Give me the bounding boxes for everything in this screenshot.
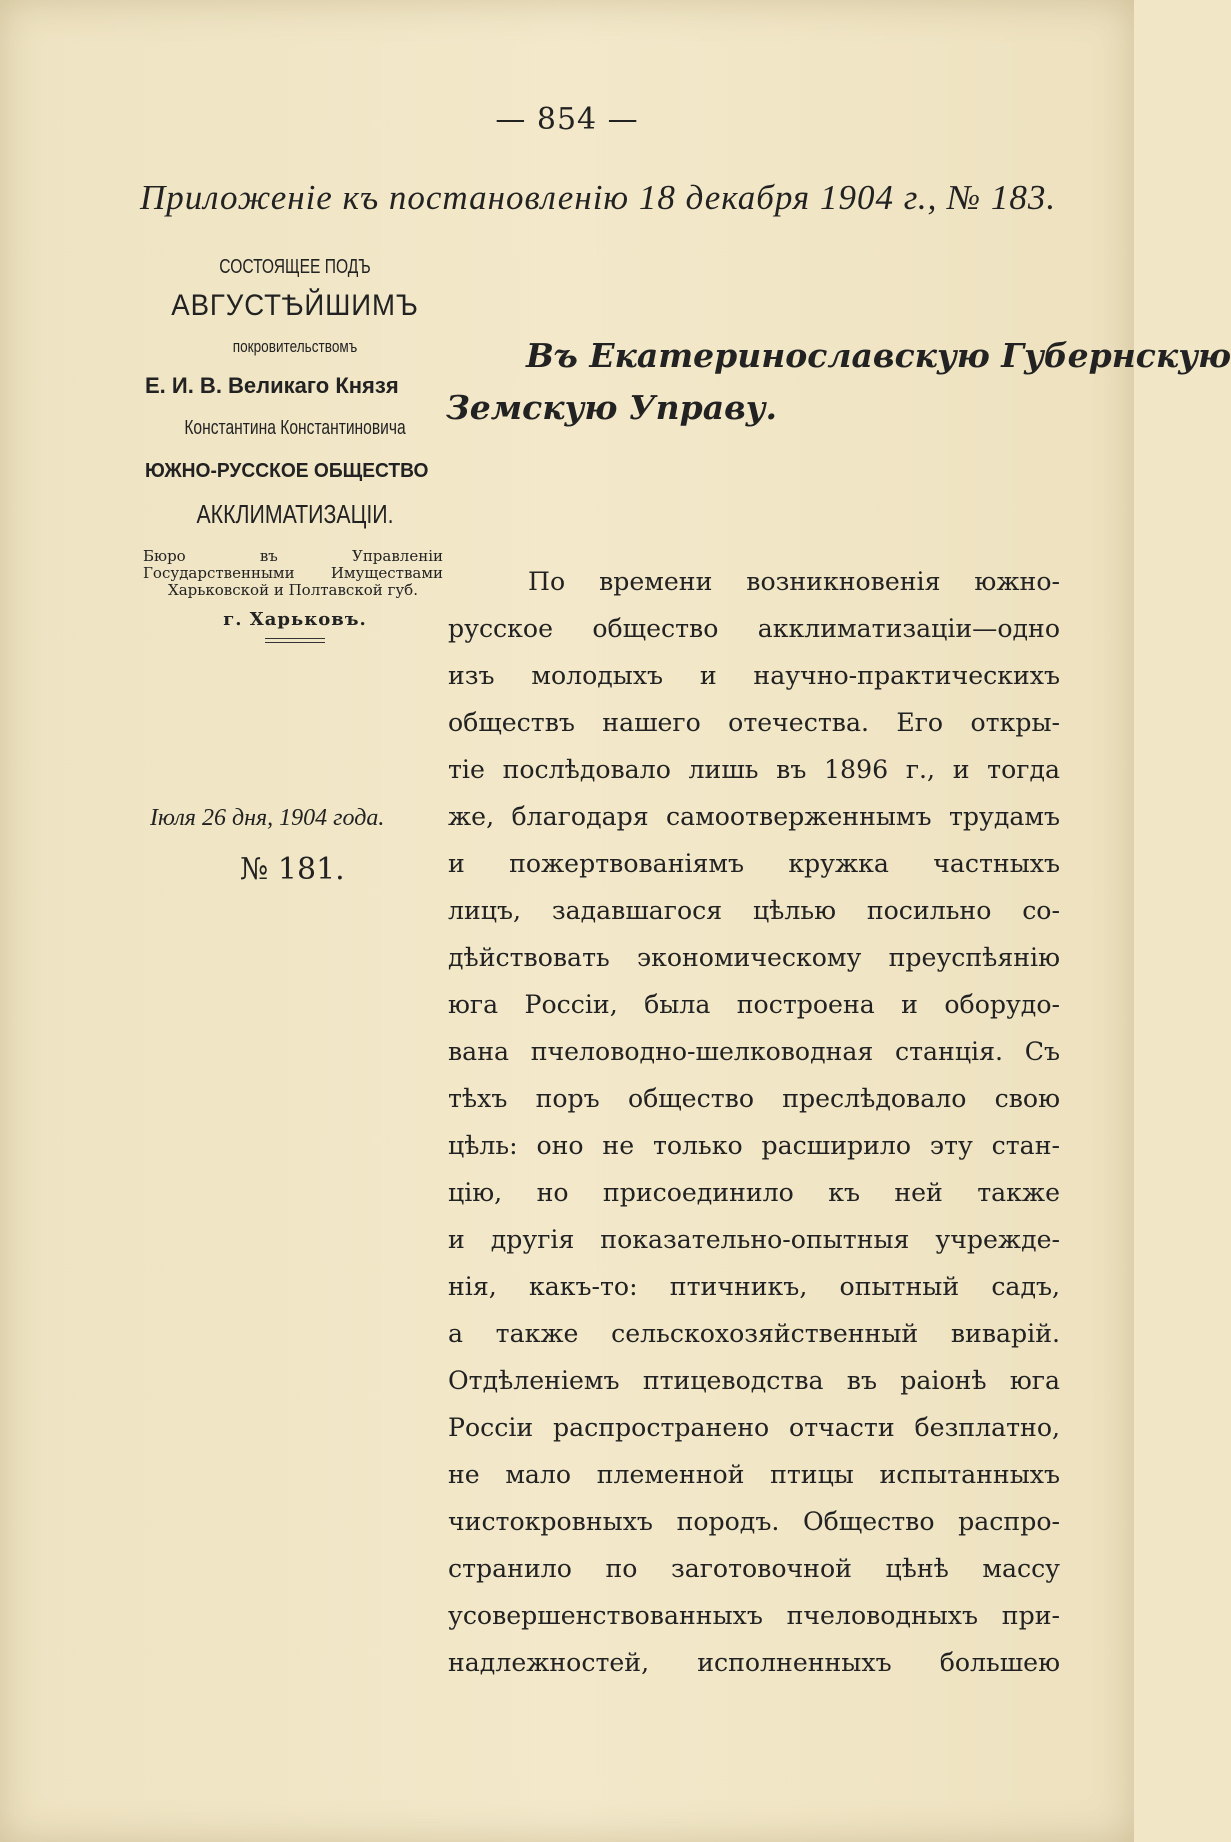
- letterhead-line-7: АККЛИМАТИЗАЦІИ.: [196, 499, 394, 529]
- body-line: не мало племенной птицы испытанныхъ: [448, 1460, 1060, 1489]
- body-line: тіе послѣдовало лишь въ 1896 г., и тогда: [448, 755, 1060, 784]
- body-line: юга Россіи, была построена и оборудо-: [448, 990, 1060, 1019]
- body-line: цію, но присоединило къ ней также: [448, 1178, 1060, 1207]
- body-line: и другія показательно-опытныя учрежде-: [448, 1225, 1060, 1254]
- body-line: усовершенствованныхъ пчеловодныхъ при-: [448, 1601, 1060, 1630]
- body-line: нія, какъ-то: птичникъ, опытный садъ,: [448, 1272, 1060, 1301]
- body-line: лицъ, задавшагося цѣлью посильно со-: [448, 896, 1060, 925]
- letterhead-line-3: покровительствомъ: [232, 337, 358, 356]
- body-text: [448, 558, 1060, 1686]
- body-line: вана пчеловодно-шелководная станція. Съ: [448, 1037, 1060, 1066]
- body-line: русское общество акклиматизаціи—одно: [448, 614, 1060, 643]
- letterhead-city: г. Харьковъ.: [223, 609, 367, 630]
- body-line: Россіи распространено отчасти безплатно,: [448, 1413, 1060, 1442]
- addressee-line-2: Земскую Управу.: [446, 388, 777, 427]
- body-line: надлежностей, исполненныхъ большею: [448, 1648, 1060, 1677]
- page-number: — 854 —: [495, 102, 639, 137]
- letter-date: Іюля 26 дня, 1904 года.: [150, 805, 385, 831]
- body-line: цѣль: оно не только расширило эту стан-: [448, 1131, 1060, 1160]
- addressee: [446, 330, 1231, 434]
- body-line: чистокровныхъ породъ. Общество распро-: [448, 1507, 1060, 1536]
- body-line: дѣйствовать экономическому преуспѣянію: [448, 943, 1060, 972]
- body-line: и пожертвованіямъ кружка частныхъ: [448, 849, 1060, 878]
- letterhead-line-4: Е. И. В. Великаго Князя: [145, 373, 399, 398]
- letterhead: [135, 250, 455, 643]
- body-line: же, благодаря самоотверженнымъ трудамъ: [448, 802, 1060, 831]
- addressee-line-1: Въ Екатеринославскую Губернскую: [526, 336, 1231, 375]
- letterhead-bureau: Бюро въ Управленіи Государственными Имуществами Харьковской и Полтавской губ.: [143, 547, 443, 599]
- body-line: Отдѣленіемъ птицеводства въ раіонѣ юга: [448, 1366, 1060, 1395]
- appendix-heading: Приложеніе къ постановленію 18 декабря 1904 г., № 183.: [140, 178, 1057, 217]
- letterhead-line-2: АВГУСТѢЙШИМЪ: [171, 289, 419, 322]
- body-line: а также сельскохозяйственный виварій.: [448, 1319, 1060, 1348]
- letter-number: № 181.: [240, 852, 345, 887]
- letterhead-line-5: Константина Константиновича: [184, 417, 406, 439]
- letterhead-society-name: ЮЖНО-РУССКОЕ ОБЩЕСТВО: [145, 460, 429, 482]
- body-line: обществъ нашего отечества. Его откры-: [448, 708, 1060, 737]
- body-line: странило по заготовочной цѣнѣ массу: [448, 1554, 1060, 1583]
- letterhead-divider: [265, 638, 325, 643]
- body-line: тѣхъ поръ общество преслѣдовало свою: [448, 1084, 1060, 1113]
- body-line: изъ молодыхъ и научно-практическихъ: [448, 661, 1060, 690]
- letterhead-line-1: СОСТОЯЩЕЕ ПОДЪ: [219, 256, 371, 278]
- body-line: По времени возникновенія южно-: [528, 567, 1060, 596]
